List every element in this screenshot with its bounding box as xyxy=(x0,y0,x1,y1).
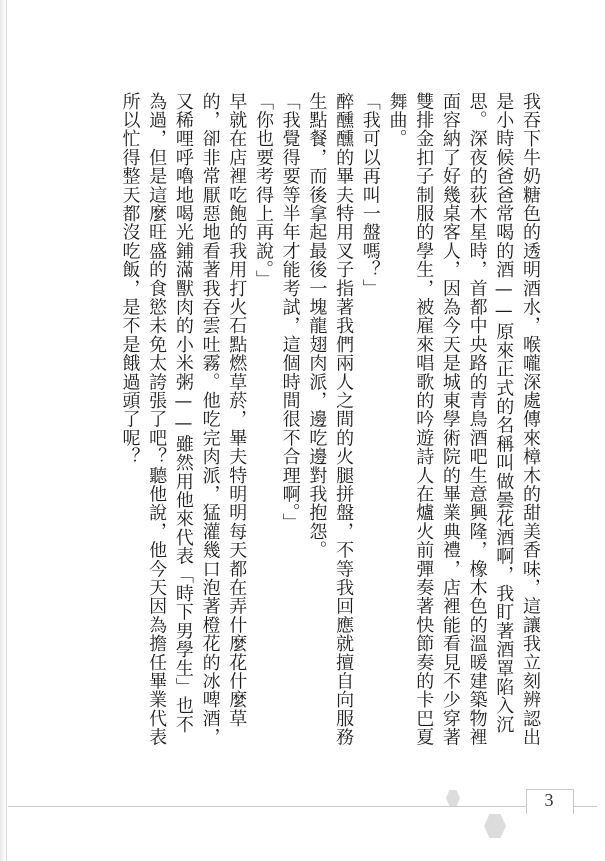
hexagon-ornament-small xyxy=(446,790,460,806)
page-number: 3 xyxy=(544,790,554,810)
paragraph-2: 「我可以再叫一盤嗎？」 xyxy=(359,92,381,298)
vertical-text-body xyxy=(103,92,543,747)
paragraph-6: 早就在店裡吃飽的我用打火石點燃草菸，畢夫特明明每天都在弄什麼花什麼草的，卻非常厭惡地看著我吞雲吐霧。他吃完肉派，猛灌幾口泡著橙花的冰啤酒，又稀哩呼嚕地喝光鋪滿獸肉的小米粥——雖然用他來代表「時下男學生」也不為過，但是這麼旺盛的食慾未免太誇張了吧？聽他說，他今天因為擔任畢業代表所以忙得整天都沒吃飯，是不是餓過頭了呢？ xyxy=(119,92,248,747)
footer-rule xyxy=(8,806,597,807)
paragraph-3: 醉醺醺的畢夫特用叉子指著我們兩人之間的火腿拼盤，不等我回應就擅自向服務生點餐，而後拿起最後一塊龍翅肉派，邊吃邊對我抱怨。 xyxy=(306,92,355,747)
hexagon-ornament-large xyxy=(484,814,506,838)
paragraph-1: 我吞下牛奶糖色的透明酒水，喉嚨深處傳來樟木的甜美香味，這讓我立刻辨認出是小時候爸爸常喝的酒——原來正式的名稱叫做曇花酒啊，我盯著酒罩陷入沉思。深夜的荻木星時，首都中央路的青鳥酒吧生意興隆，橡木色的溫暖建築物裡面容納了好幾桌客人，因為今天是城東學術院的畢業典禮，店裡能看見不少穿著雙排金扣子制服的學生，被雇來唱歌的吟遊詩人在爐火前彈奏著快節奏的卡巴夏舞曲。 xyxy=(386,92,541,747)
paragraph-4: 「我覺得要等半年才能考試，這個時間很不合理啊。」 xyxy=(279,92,301,532)
page-edge xyxy=(0,0,7,861)
paragraph-5: 「你也要考得上再說。」 xyxy=(252,92,274,289)
